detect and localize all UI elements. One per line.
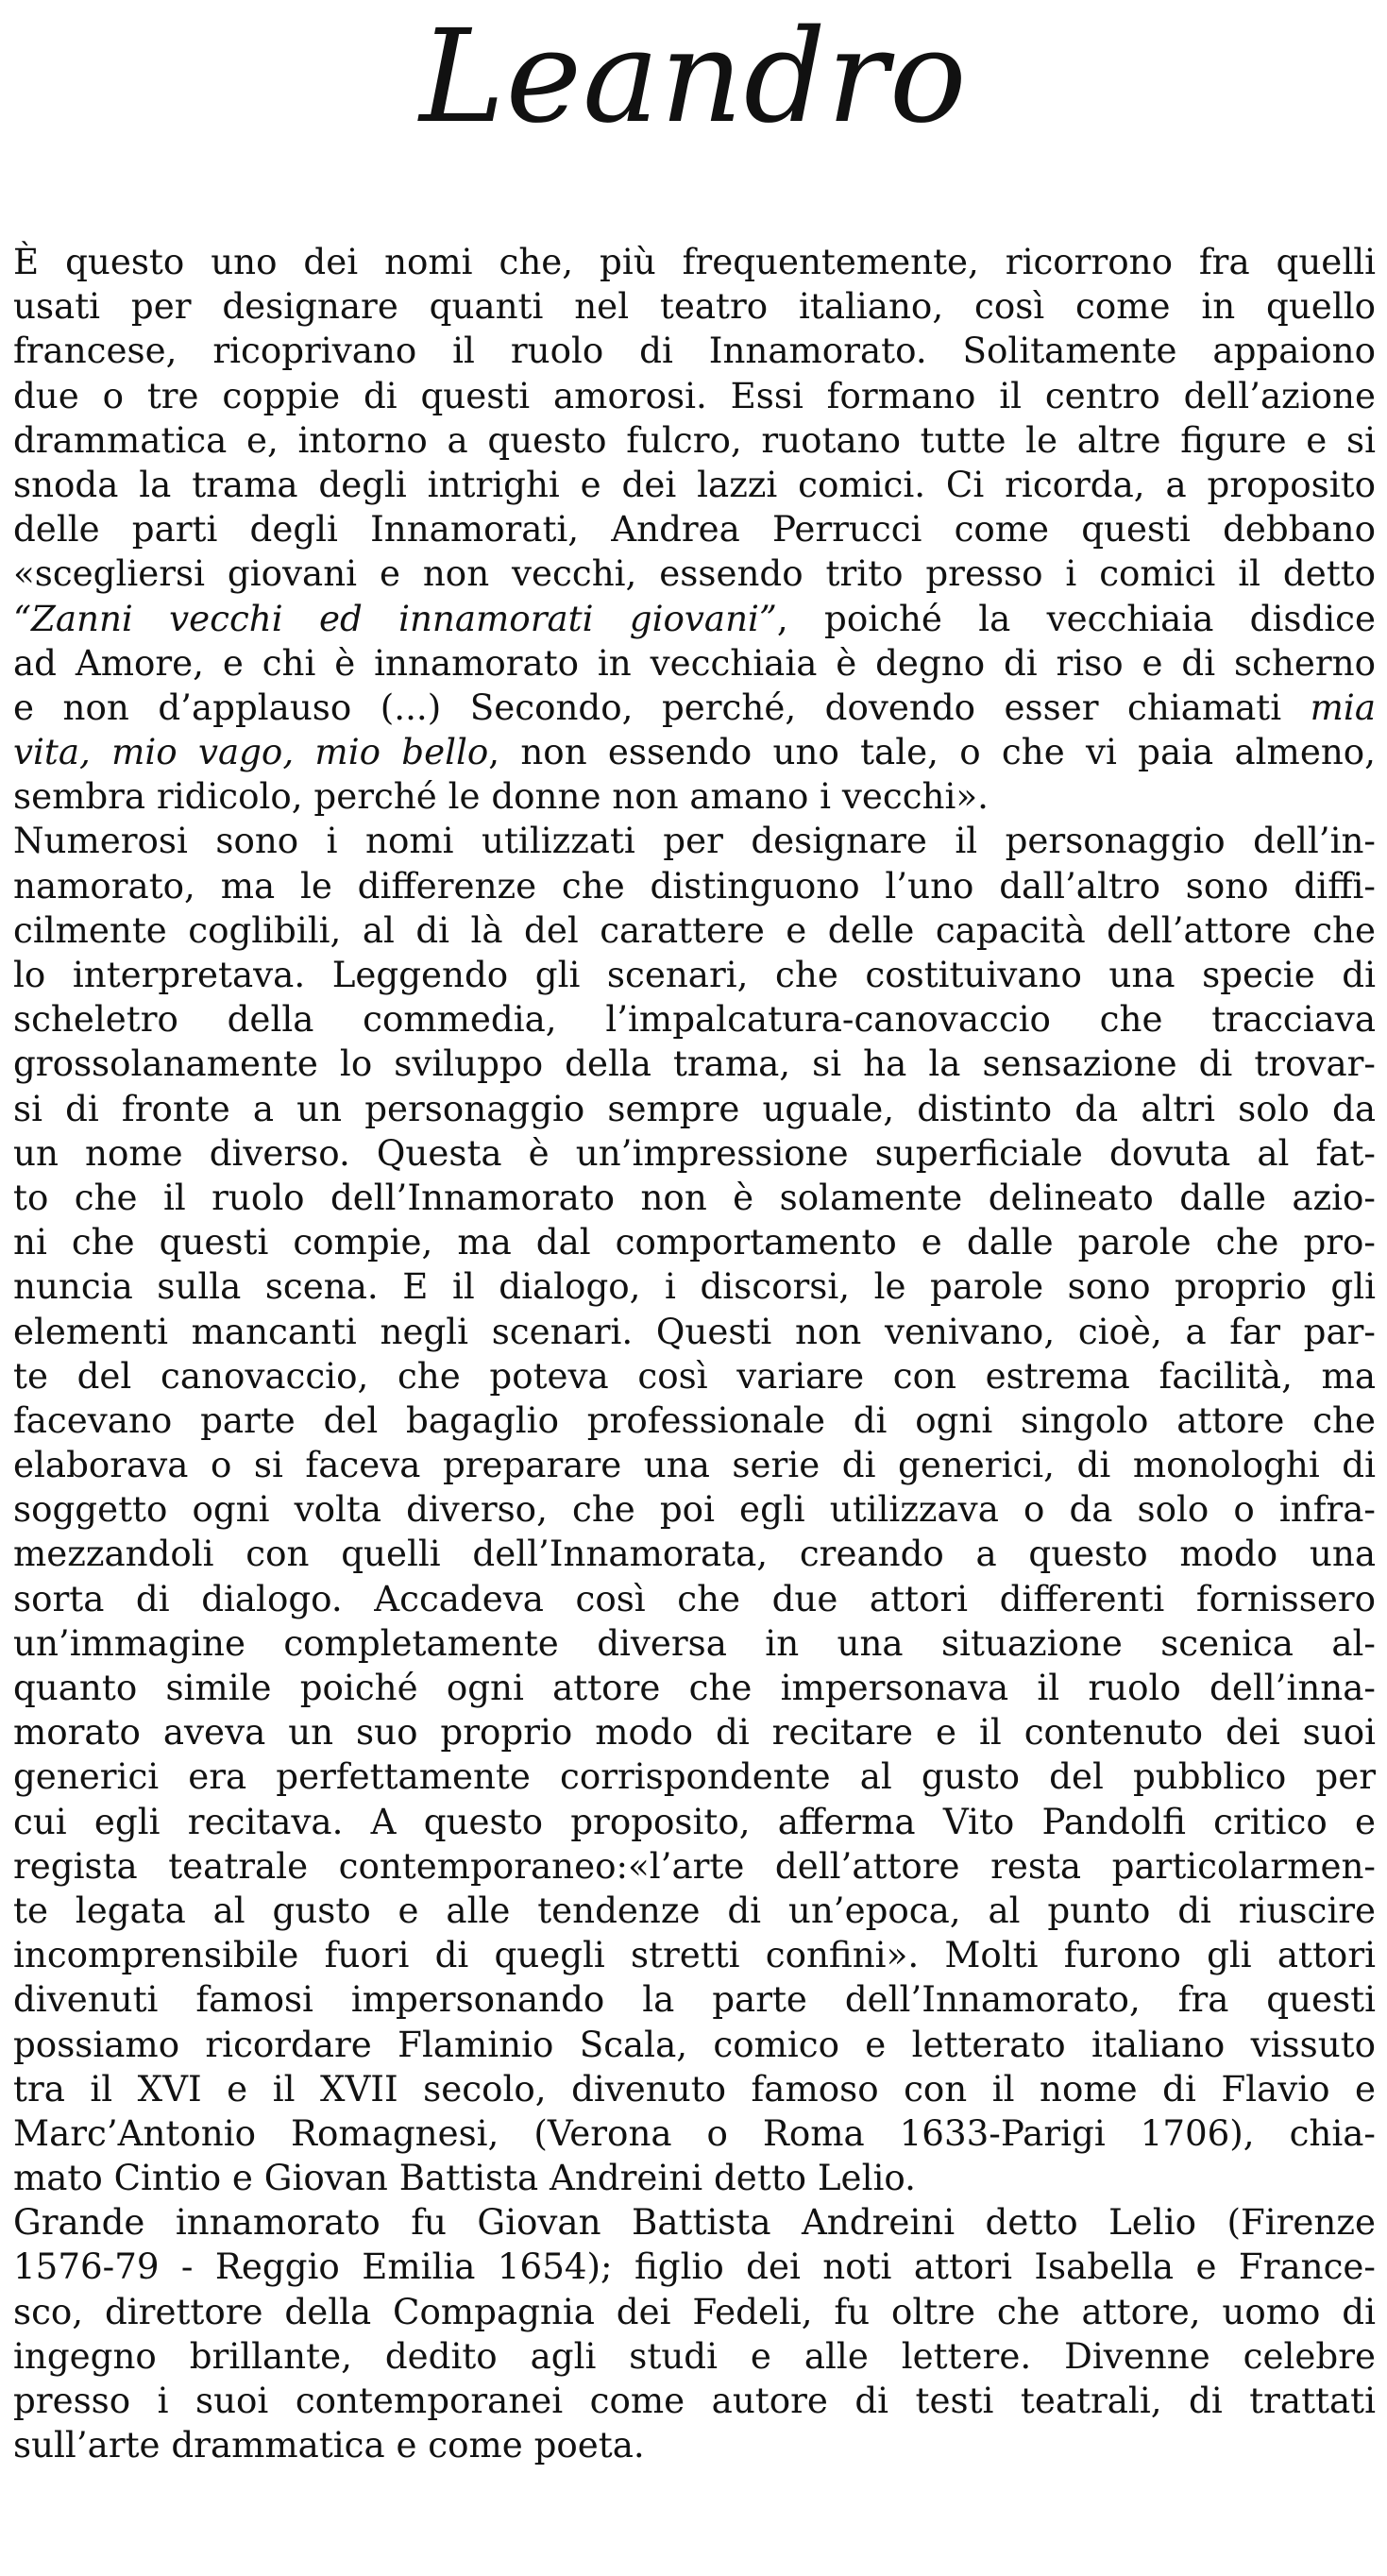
- text-segment: , poiché la vecchiaia disdice: [776, 597, 1376, 639]
- text-line: usati per designare quanti nel teatro italiano, così come in quello: [13, 285, 1376, 328]
- text-line: presso i suoi contemporanei come autore di testi teatrali, di trattati: [13, 2380, 1376, 2421]
- text-line: soggetto ogni volta diverso, che poi egli utilizzava o da solo o infra-: [13, 1488, 1376, 1531]
- text-line: È questo uno dei nomi che, più frequentemente, ricorrono fra quelli: [13, 241, 1376, 282]
- text-line: «scegliersi giovani e non vecchi, essendo trito presso i comici il detto: [13, 552, 1376, 595]
- text-line: snoda la trama degli intrighi e dei lazzi comici. Ci ricorda, a proposito: [13, 463, 1376, 505]
- text-line: sembra ridicolo, perché le donne non amano i vecchi».: [13, 775, 989, 818]
- italic-phrase: mia: [1310, 686, 1376, 728]
- article-body: [13, 240, 1376, 2467]
- text-line: grossolanamente lo sviluppo della trama, si ha la sensazione di trovar-: [13, 1042, 1376, 1085]
- text-line: 1576-79 - Reggio Emilia 1654); figlio dei noti attori Isabella e France-: [13, 2246, 1376, 2288]
- text-line: possiamo ricordare Flaminio Scala, comico e letterato italiano vissuto: [13, 2023, 1376, 2065]
- text-line: te del canovaccio, che poteva così variare con estrema facilità, ma: [13, 1354, 1376, 1397]
- text-line: drammatica e, intorno a questo fulcro, ruotano tutte le altre figure e si: [13, 418, 1376, 461]
- text-line: tra il XVI e il XVII secolo, divenuto famoso con il nome di Flavio e: [13, 2067, 1376, 2110]
- text-line: mato Cintio e Giovan Battista Andreini detto Lelio.: [13, 2157, 916, 2199]
- text-line: ingegno brillante, dedito agli studi e alle lettere. Divenne celebre: [13, 2334, 1376, 2377]
- text-line: regista teatrale contemporaneo:«l’arte dell’attore resta particolarmen-: [13, 1844, 1376, 1887]
- text-line: namorato, ma le differenze che distinguono l’uno dall’altro sono diffi-: [13, 864, 1376, 907]
- text-line: cilmente coglibili, al di là del carattere e delle capacità dell’attore che: [13, 908, 1376, 951]
- italic-phrase: vita, mio vago, mio bello: [13, 731, 489, 773]
- text-line: sorta di dialogo. Accadeva così che due attori differenti fornissero: [13, 1577, 1376, 1619]
- text-line: elaborava o si faceva preparare una serie di generici, di monologhi di: [13, 1444, 1376, 1486]
- text-line: sco, direttore della Compagnia dei Fedeli, fu oltre che attore, uomo di: [13, 2290, 1376, 2332]
- text-line: ad Amore, e chi è innamorato in vecchiaia è degno di riso e di scherno: [13, 641, 1376, 684]
- text-line: incomprensibile fuori di quegli stretti confini». Molti furono gli attori: [13, 1934, 1376, 1976]
- text-line: sull’arte drammatica e come poeta.: [13, 2424, 645, 2466]
- text-segment: , non essendo uno tale, o che vi paia almeno,: [488, 731, 1376, 773]
- text-line: un nome diverso. Questa è un’impressione superficiale dovuta al fat-: [13, 1131, 1376, 1174]
- text-line: [13, 686, 1376, 730]
- text-line: elementi mancanti negli scenari. Questi non venivano, cioè, a far par-: [13, 1310, 1376, 1352]
- italic-phrase: “Zanni vecchi ed innamorati giovani”: [13, 597, 777, 639]
- text-line: quanto simile poiché ogni attore che impersonava il ruolo dell’inna-: [13, 1667, 1376, 1708]
- text-line: mezzandoli con quelli dell’Innamorata, creando a questo modo una: [13, 1533, 1376, 1575]
- text-line: ni che questi compie, ma dal comportamento e dalle parole che pro-: [13, 1221, 1376, 1263]
- text-line: morato aveva un suo proprio modo di recitare e il contenuto dei suoi: [13, 1711, 1376, 1754]
- text-line: nuncia sulla scena. E il dialogo, i discorsi, le parole sono proprio gli: [13, 1265, 1376, 1308]
- text-line: un’immagine completamente diversa in una situazione scenica al-: [13, 1621, 1376, 1664]
- text-line: cui egli recitava. A questo proposito, afferma Vito Pandolfi critico e: [13, 1800, 1376, 1842]
- text-line: Numerosi sono i nomi utilizzati per designare il personaggio dell’in-: [13, 820, 1376, 862]
- text-line: Grande innamorato fu Giovan Battista Andreini detto Lelio (Firenze: [13, 2201, 1376, 2244]
- text-line: te legata al gusto e alle tendenze di un’epoca, al punto di riuscire: [13, 1889, 1376, 1931]
- text-line: lo interpretava. Leggendo gli scenari, che costituivano una specie di: [13, 954, 1376, 995]
- text-segment: e non d’applauso (...) Secondo, perché, dovendo esser chiamati: [13, 686, 1311, 728]
- page-title: Leandro: [419, 3, 968, 152]
- text-line: divenuti famosi impersonando la parte dell’Innamorato, fra questi: [13, 1978, 1376, 2021]
- text-line: francese, ricoprivano il ruolo di Innamorato. Solitamente appaiono: [13, 330, 1376, 372]
- text-line: delle parti degli Innamorati, Andrea Perrucci come questi debbano: [13, 508, 1376, 551]
- text-line: Marc’Antonio Romagnesi, (Verona o Roma 1633-Parigi 1706), chia-: [13, 2111, 1376, 2154]
- text-line: [13, 730, 1376, 774]
- text-line: generici era perfettamente corrispondente al gusto del pubblico per: [13, 1755, 1376, 1798]
- text-line: si di fronte a un personaggio sempre uguale, distinto da altri solo da: [13, 1087, 1376, 1129]
- text-line: due o tre coppie di questi amorosi. Essi formano il centro dell’azione: [13, 374, 1376, 416]
- text-line: to che il ruolo dell’Innamorato non è solamente delineato dalle azio-: [13, 1176, 1376, 1218]
- text-line: scheletro della commedia, l’impalcatura-canovaccio che tracciava: [13, 998, 1376, 1041]
- text-line: [13, 597, 1376, 641]
- text-line: facevano parte del bagaglio professionale di ogni singolo attore che: [13, 1398, 1376, 1441]
